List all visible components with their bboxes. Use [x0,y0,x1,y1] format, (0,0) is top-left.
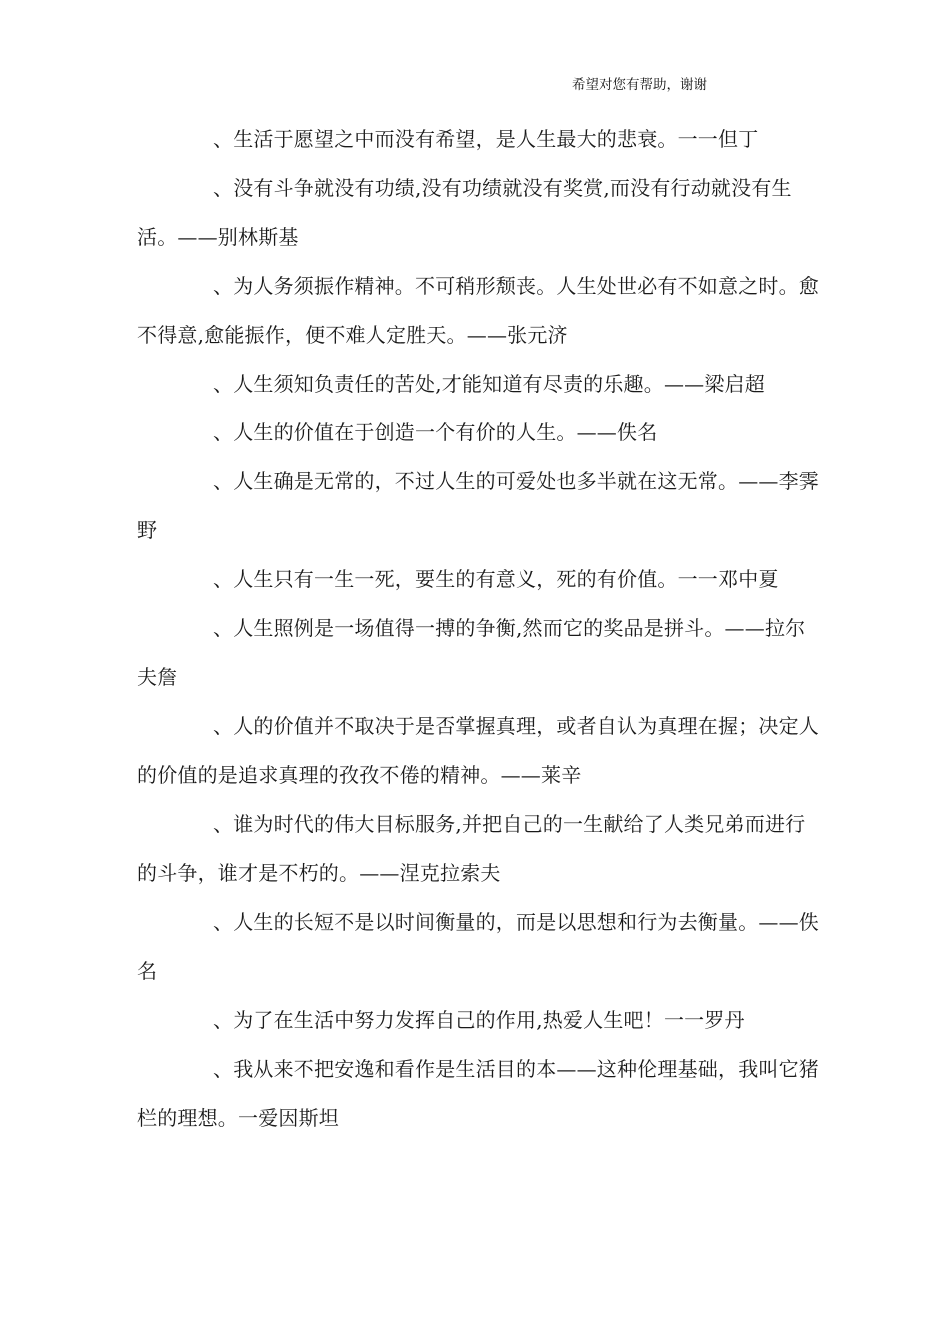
quote-paragraph: 、人生只有一生一死，要生的有意义，死的有价值。一一邓中夏 [213,567,779,591]
quote-paragraph: 、人生须知负责任的苦处,才能知道有尽责的乐趣。——梁启超 [213,372,765,396]
quote-list [137,115,823,1143]
quote-paragraph: 、为了在生活中努力发挥自己的作用,热爱人生吧！一一罗丹 [213,1008,745,1032]
quote-paragraph: 、我从来不把安逸和看作是生活目的本——这种伦理基础，我叫它猪栏的理想。一爱因斯坦 [137,1057,819,1130]
quote-paragraph: 、人生的长短不是以时间衡量的，而是以思想和行为去衡量。——佚名 [137,910,819,983]
quote-paragraph: 、没有斗争就没有功绩,没有功绩就没有奖赏,而没有行动就没有生活。——别林斯基 [137,176,792,249]
quote-paragraph: 、为人务须振作精神。不可稍形颓丧。人生处世必有不如意之时。愈不得意,愈能振作，便不难人定胜天。——张元济 [137,274,819,347]
header-note: 希望对您有帮助，谢谢 [572,77,707,93]
quote-paragraph: 、人的价值并不取决于是否掌握真理，或者自认为真理在握；决定人的价值的是追求真理的孜孜不倦的精神。——莱辛 [137,714,819,787]
quote-paragraph: 、人生的价值在于创造一个有价的人生。——佚名 [213,420,658,444]
quote-paragraph: 、人生照例是一场值得一搏的争衡,然而它的奖品是拼斗。——拉尔夫詹 [137,616,806,689]
quote-paragraph: 、人生确是无常的，不过人生的可爱处也多半就在这无常。——李霁野 [137,469,819,542]
quote-paragraph: 、谁为时代的伟大目标服务,并把自己的一生献给了人类兄弟而进行的斗争，谁才是不朽的。——涅克拉索夫 [137,812,806,885]
quote-paragraph: 、生活于愿望之中而没有希望，是人生最大的悲衰。一一但丁 [213,127,759,151]
